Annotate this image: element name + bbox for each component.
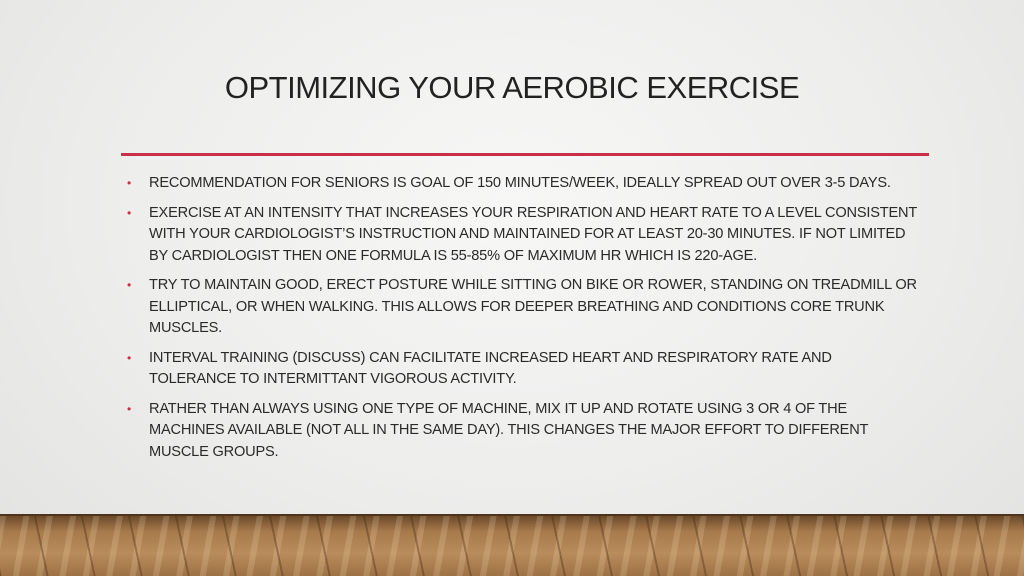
title-divider	[121, 153, 929, 156]
bullet-text: TRY TO MAINTAIN GOOD, ERECT POSTURE WHILE SITTING ON BIKE OR ROWER, STANDING ON TREADMILL OR ELLIPTICAL, OR WHEN WALKING. THIS ALLOWS FOR DEEPER BREATHING AND CONDITIONS CORE TRUNK MUSCLES.	[149, 277, 917, 336]
wood-floor-background	[0, 514, 1024, 576]
bullet-text: EXERCISE AT AN INTENSITY THAT INCREASES YOUR RESPIRATION AND HEART RATE TO A LEVEL CONSISTENT WITH YOUR CARDIOLOGIST’S INSTRUCTION AND MAINTAINED FOR AT LEAST 20-30 MINUTES. IF NOT LIMITED BY CARDIOLOGIST THEN ONE FORMULA IS 55-85% OF MAXIMUM HR WHICH IS 220-AGE.	[149, 204, 917, 264]
bullet-icon: •	[127, 278, 132, 292]
bullet-item	[127, 348, 917, 391]
slide-title: OPTIMIZING YOUR AEROBIC EXERCISE	[224, 70, 800, 105]
bullet-item	[127, 203, 917, 268]
bullet-text: RECOMMENDATION FOR SENIORS IS GOAL OF 150 MINUTES/WEEK, IDEALLY SPREAD OUT OVER 3-5 DAYS.	[149, 175, 891, 191]
bullet-item	[127, 173, 917, 195]
bullet-icon: •	[127, 205, 132, 220]
bullet-item	[127, 275, 917, 340]
bullet-text: INTERVAL TRAINING (DISCUSS) CAN FACILITATE INCREASED HEART AND RESPIRATORY RATE AND TOLERANCE TO INTERMITTANT VIGOROUS ACTIVITY.	[149, 349, 832, 387]
bullet-list	[127, 173, 917, 471]
bullet-icon: •	[127, 401, 132, 416]
bullet-text: RATHER THAN ALWAYS USING ONE TYPE OF MACHINE, MIX IT UP AND ROTATE USING 3 OR 4 OF THE MACHINES AVAILABLE (NOT ALL IN THE SAME DAY). THIS CHANGES THE MAJOR EFFORT TO DIFFERENT MUSCLE GROUPS.	[149, 400, 868, 460]
bullet-icon: •	[127, 176, 132, 190]
bullet-item	[127, 399, 917, 464]
bullet-icon: •	[127, 350, 132, 365]
